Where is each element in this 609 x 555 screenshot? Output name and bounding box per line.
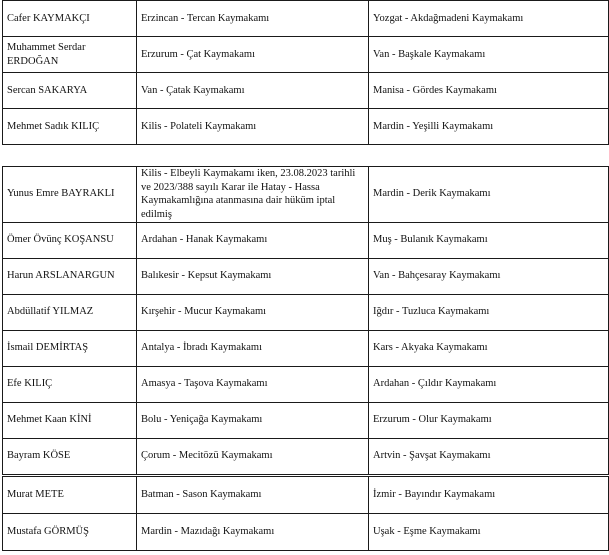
current-post: Kırşehir - Mucur Kaymakamı [137, 294, 369, 330]
person-name: Cafer KAYMAKÇI [3, 1, 137, 37]
current-post: Bolu - Yeniçağa Kaymakamı [137, 402, 369, 438]
person-name: Mehmet Sadık KILIÇ [3, 109, 137, 145]
table-row [3, 330, 609, 366]
current-post: Ardahan - Hanak Kaymakamı [137, 222, 369, 258]
person-name: Abdüllatif YILMAZ [3, 294, 137, 330]
new-post: Iğdır - Tuzluca Kaymakamı [369, 294, 609, 330]
new-post: Van - Başkale Kaymakamı [369, 37, 609, 73]
person-name: Harun ARSLANARGUN [3, 258, 137, 294]
person-name: İsmail DEMİRTAŞ [3, 330, 137, 366]
person-name: Yunus Emre BAYRAKLI [3, 167, 137, 223]
new-post: Mardin - Yeşilli Kaymakamı [369, 109, 609, 145]
new-post: Erzurum - Olur Kaymakamı [369, 402, 609, 438]
table-row [3, 366, 609, 402]
appointment-table-1 [2, 0, 609, 145]
new-post: Ardahan - Çıldır Kaymakamı [369, 366, 609, 402]
new-post: Artvin - Şavşat Kaymakamı [369, 438, 609, 474]
new-post: Manisa - Gördes Kaymakamı [369, 73, 609, 109]
person-name: Murat METE [3, 477, 137, 514]
current-post: Kilis - Elbeyli Kaymakamı iken, 23.08.2023 tarihli ve 2023/388 sayılı Karar ile Hatay - Hassa Kaymakamlığına atanmasına dair hüküm iptal edilmiş [137, 167, 369, 223]
table-row [3, 1, 609, 37]
table-row [3, 514, 609, 551]
person-name: Efe KILIÇ [3, 366, 137, 402]
current-post: Mardin - Mazıdağı Kaymakamı [137, 514, 369, 551]
table-row [3, 477, 609, 514]
current-post: Amasya - Taşova Kaymakamı [137, 366, 369, 402]
person-name: Ömer Övünç KOŞANSU [3, 222, 137, 258]
current-post: Çorum - Mecitözü Kaymakamı [137, 438, 369, 474]
person-name: Bayram KÖSE [3, 438, 137, 474]
person-name: Sercan SAKARYA [3, 73, 137, 109]
current-post: Batman - Sason Kaymakamı [137, 477, 369, 514]
appointment-table-2 [2, 166, 609, 475]
current-post: Antalya - İbradı Kaymakamı [137, 330, 369, 366]
current-post: Erzurum - Çat Kaymakamı [137, 37, 369, 73]
current-post: Kilis - Polateli Kaymakamı [137, 109, 369, 145]
table-row [3, 294, 609, 330]
table-row [3, 402, 609, 438]
new-post: Kars - Akyaka Kaymakamı [369, 330, 609, 366]
current-post: Erzincan - Tercan Kaymakamı [137, 1, 369, 37]
table-row [3, 167, 609, 223]
appointment-table-3 [2, 476, 609, 551]
new-post: Yozgat - Akdağmadeni Kaymakamı [369, 1, 609, 37]
current-post: Van - Çatak Kaymakamı [137, 73, 369, 109]
new-post: Van - Bahçesaray Kaymakamı [369, 258, 609, 294]
table-row [3, 222, 609, 258]
current-post: Balıkesir - Kepsut Kaymakamı [137, 258, 369, 294]
person-name: Mehmet Kaan KİNİ [3, 402, 137, 438]
table-row [3, 438, 609, 474]
table-row [3, 73, 609, 109]
new-post: İzmir - Bayındır Kaymakamı [369, 477, 609, 514]
new-post: Mardin - Derik Kaymakamı [369, 167, 609, 223]
person-name: Muhammet Serdar ERDOĞAN [3, 37, 137, 73]
table-row [3, 109, 609, 145]
person-name: Mustafa GÖRMÜŞ [3, 514, 137, 551]
table-row [3, 258, 609, 294]
new-post: Muş - Bulanık Kaymakamı [369, 222, 609, 258]
new-post: Uşak - Eşme Kaymakamı [369, 514, 609, 551]
table-row [3, 37, 609, 73]
